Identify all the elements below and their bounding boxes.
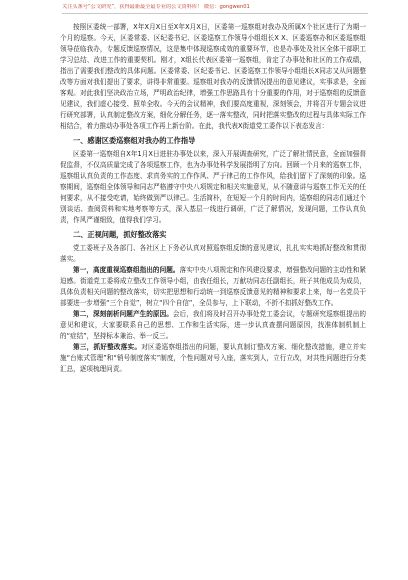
section-heading-2: 二、正视问题，抓好整改落实 [73,230,167,239]
document-body [60,22,366,375]
section-heading-1: 一、感谢区委巡察组对我办的工作指导 [73,136,196,145]
item-1-text: 落实中央八项规定和作风建设要求，增强整改问题的主动性和紧迫感。街道党工委将成立整改工作领导小组，由我任组长，万献功同志任副组长，班子其他成员为成员，具体负责相关问题的整改落实，切实把思想和行动统一到巡察反馈意见的精神和要求上来，每一名党员干部要进一步增强“三个自觉”，树立“四个自信”，全员参与，上下联动，不折不扣抓好整改工作。 [60,266,367,307]
section1-paragraph: 区委第一巡察组自X年1月X日进驻办事处以来，深入开展调查研究，广泛了解社情民意，全面加强督促监督，不仅高质量完成了各项巡察工作，也为办事处科学发展指明了方向。回顾一个月来的巡察工作，巡察组认真负责的工作态度、求真务实的工作作风、严于律己的工作作风，给我们留下了深刻的印象。巡察期间，巡察组全体领导和同志严格遵守中央八项规定和相关实施意见，从不随意讲与巡察工作无关的任何要求，从不接受吃请，始终做到严以律己。生活简朴，在短短一个月的时间内，巡察组的同志们通过个别谈话、查阅资料和实地考察等方式，深入基层一线进行调研，广泛了解情况，发现问题，工作认真负责，作风严谨细致，值得我们学习。 [60,150,366,224]
header-banner: 关注头条号“公文研究”，获得最新最全最专业的公文资料库！ 微信：gongwen01 [62,4,250,10]
item-2-lead: 第二，深刻剖析问题产生的原因。 [73,310,173,318]
section2-paragraph: 党工委班子及各部门、各社区上下务必认真对照巡察组反馈的意见建议，扎扎实实地抓好整改和贯彻落实。 [60,244,366,263]
section2-item-1 [60,265,366,309]
section2-item-3 [60,342,366,375]
section2-item-2 [60,309,366,342]
item-3-text: 对区委巡察组指出的问题，要认真制订整改方案、细化整改措施，建立并实施“台账式管理”和“销号制度落实”制度，个性问题对号入座，落实到人，立行立改，对共性问题进行分类汇总，逐项梳理问责。 [60,343,367,373]
item-2-text: 会后，我们将及时召开办事处党工委会议，专题研究巡察组提出的意见和建议，大家要联系自己的思想、工作和生活实际，进一步认真查摆问题原因，找准体制机制上的“症结”，坚持标本兼治、举一反三。 [60,310,367,340]
intro-paragraph: 按照区委统一部署，X年X月X日至X年X月X日，区委第一巡察组对我办及所属X个社区进行了为期一个月的巡察。今天，区委常委、区纪委书记、区委巡察工作领导小组组长X X、区委巡察办和区委巡察组领导莅临我办，专题反馈巡察情况，这是集中体现巡察成效的重要环节，也是办事处及社区全体干部职工学习总结、改进工作的重要契机。刚才，X组长代表区委第一巡察组，肯定了办事处和社区的工作成绩，指出了需要我们整改的具体问题。区委常委、区纪委书记、区委巡察工作领导小组组长X同志又从问题整改等方面对我们提出了要求，讲得非常重要。巡察组对我办的反馈情况提出的意见建议，实事求是，全面客观。对此我们坚决政治立场，严明政治纪律，增强工作思路具有十分重要的作用，对于巡察组的反馈意见建议，我们虚心接受、照单全收。今天的会议精神，我们要高度重视，深刻领会，并将召开专题会议进行研究部署，认真制定整改方案，细化分解任务，逐一落实整改，同时把落实整改的过程与具体实际工作相结合，着力推动办事处各项工作再上新台阶。在此，我代表X街道党工委作以下表态发言： [60,23,366,130]
item-1-lead: 第一，高度重视巡察组指出的问题。 [73,266,180,274]
header-divider [62,13,368,14]
item-3-lead: 第三，抓好整改落实。 [73,343,142,351]
